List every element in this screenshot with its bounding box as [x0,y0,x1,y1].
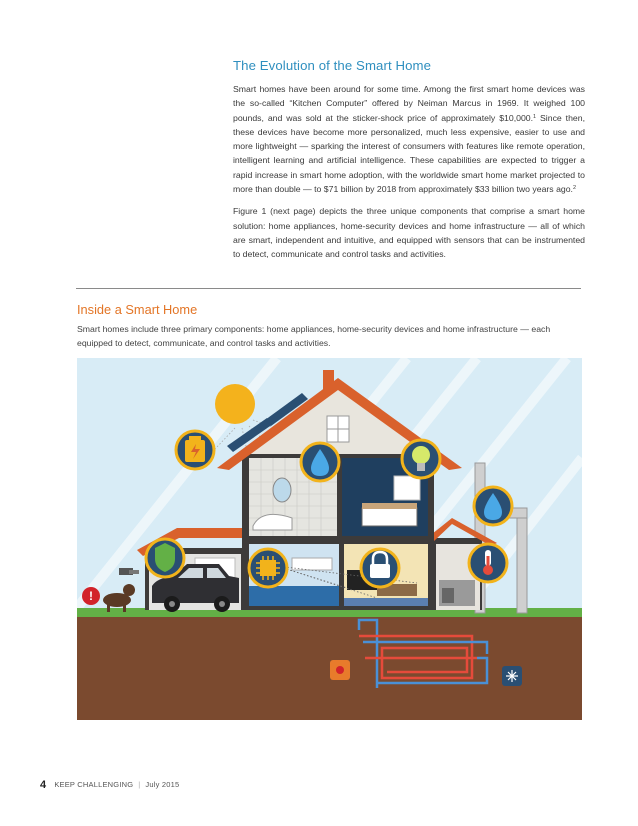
figure-caption: Smart homes include three primary components: home appliances, home-security devices and home infrastructure — each equipped to detect, communicate, and control tasks and activities. [77,324,551,348]
cooling-unit-icon [502,666,522,686]
lock-icon[interactable] [361,549,399,587]
paragraph-text: Since then, these devices have become more personalized, much less expensive, easier to use and more lightweight — sparking the interest of consumers with features like remote operation, intelligent learning and artificial intelligence. These capabilities are expected to trigger a rapid increase in smart home adoption, with the worldwide smart home market projected to more than double — to $71 billion by 2018 from approximately $33 billion two years ago. [233,112,585,195]
water-drop-icon[interactable] [301,443,339,481]
page-number: 4 [40,779,47,791]
heat-exchanger-icon [330,660,350,680]
battery-icon[interactable] [176,431,214,469]
alert-glyph: ! [89,589,93,603]
footer-brand: KEEP CHALLENGING [54,780,134,789]
lightbulb-icon[interactable] [402,440,440,478]
paragraph-text: Smart homes have been around for some time. Among the first smart home devices was the so-called “Kitchen Computer” offered by Neiman Marcus in 1969. It weighed 100 pounds, and was sold at the sticker-shock price of approximately $10,000. [233,84,585,123]
page-footer [40,778,179,790]
water-drop-icon[interactable] [474,487,512,525]
thermometer-icon[interactable] [469,544,507,582]
footnote-ref[interactable]: 2 [572,185,577,192]
figure-paragraph: Figure 1 (next page) depicts the three unique components that comprise a smart home solution: home appliances, home-security devices and home infrastructure — all of which are smart, independent and intuitive, and equipped with sensors that can be instrumented to detect, communicate and control tasks and activities. [233,206,585,260]
inside-section [77,302,582,350]
footer-date: July 2015 [145,780,180,789]
intro-paragraph [233,82,585,196]
evolution-section [233,58,585,270]
divider [76,288,581,289]
alert-icon [82,587,100,605]
section-title: The Evolution of the Smart Home [233,58,432,73]
footer-separator: | [138,780,141,789]
shield-icon[interactable] [146,539,184,577]
smart-home-illustration [77,358,582,720]
footnote-ref[interactable]: 1 [533,113,537,120]
chip-icon[interactable] [249,549,287,587]
figure-title: Inside a Smart Home [77,302,198,317]
